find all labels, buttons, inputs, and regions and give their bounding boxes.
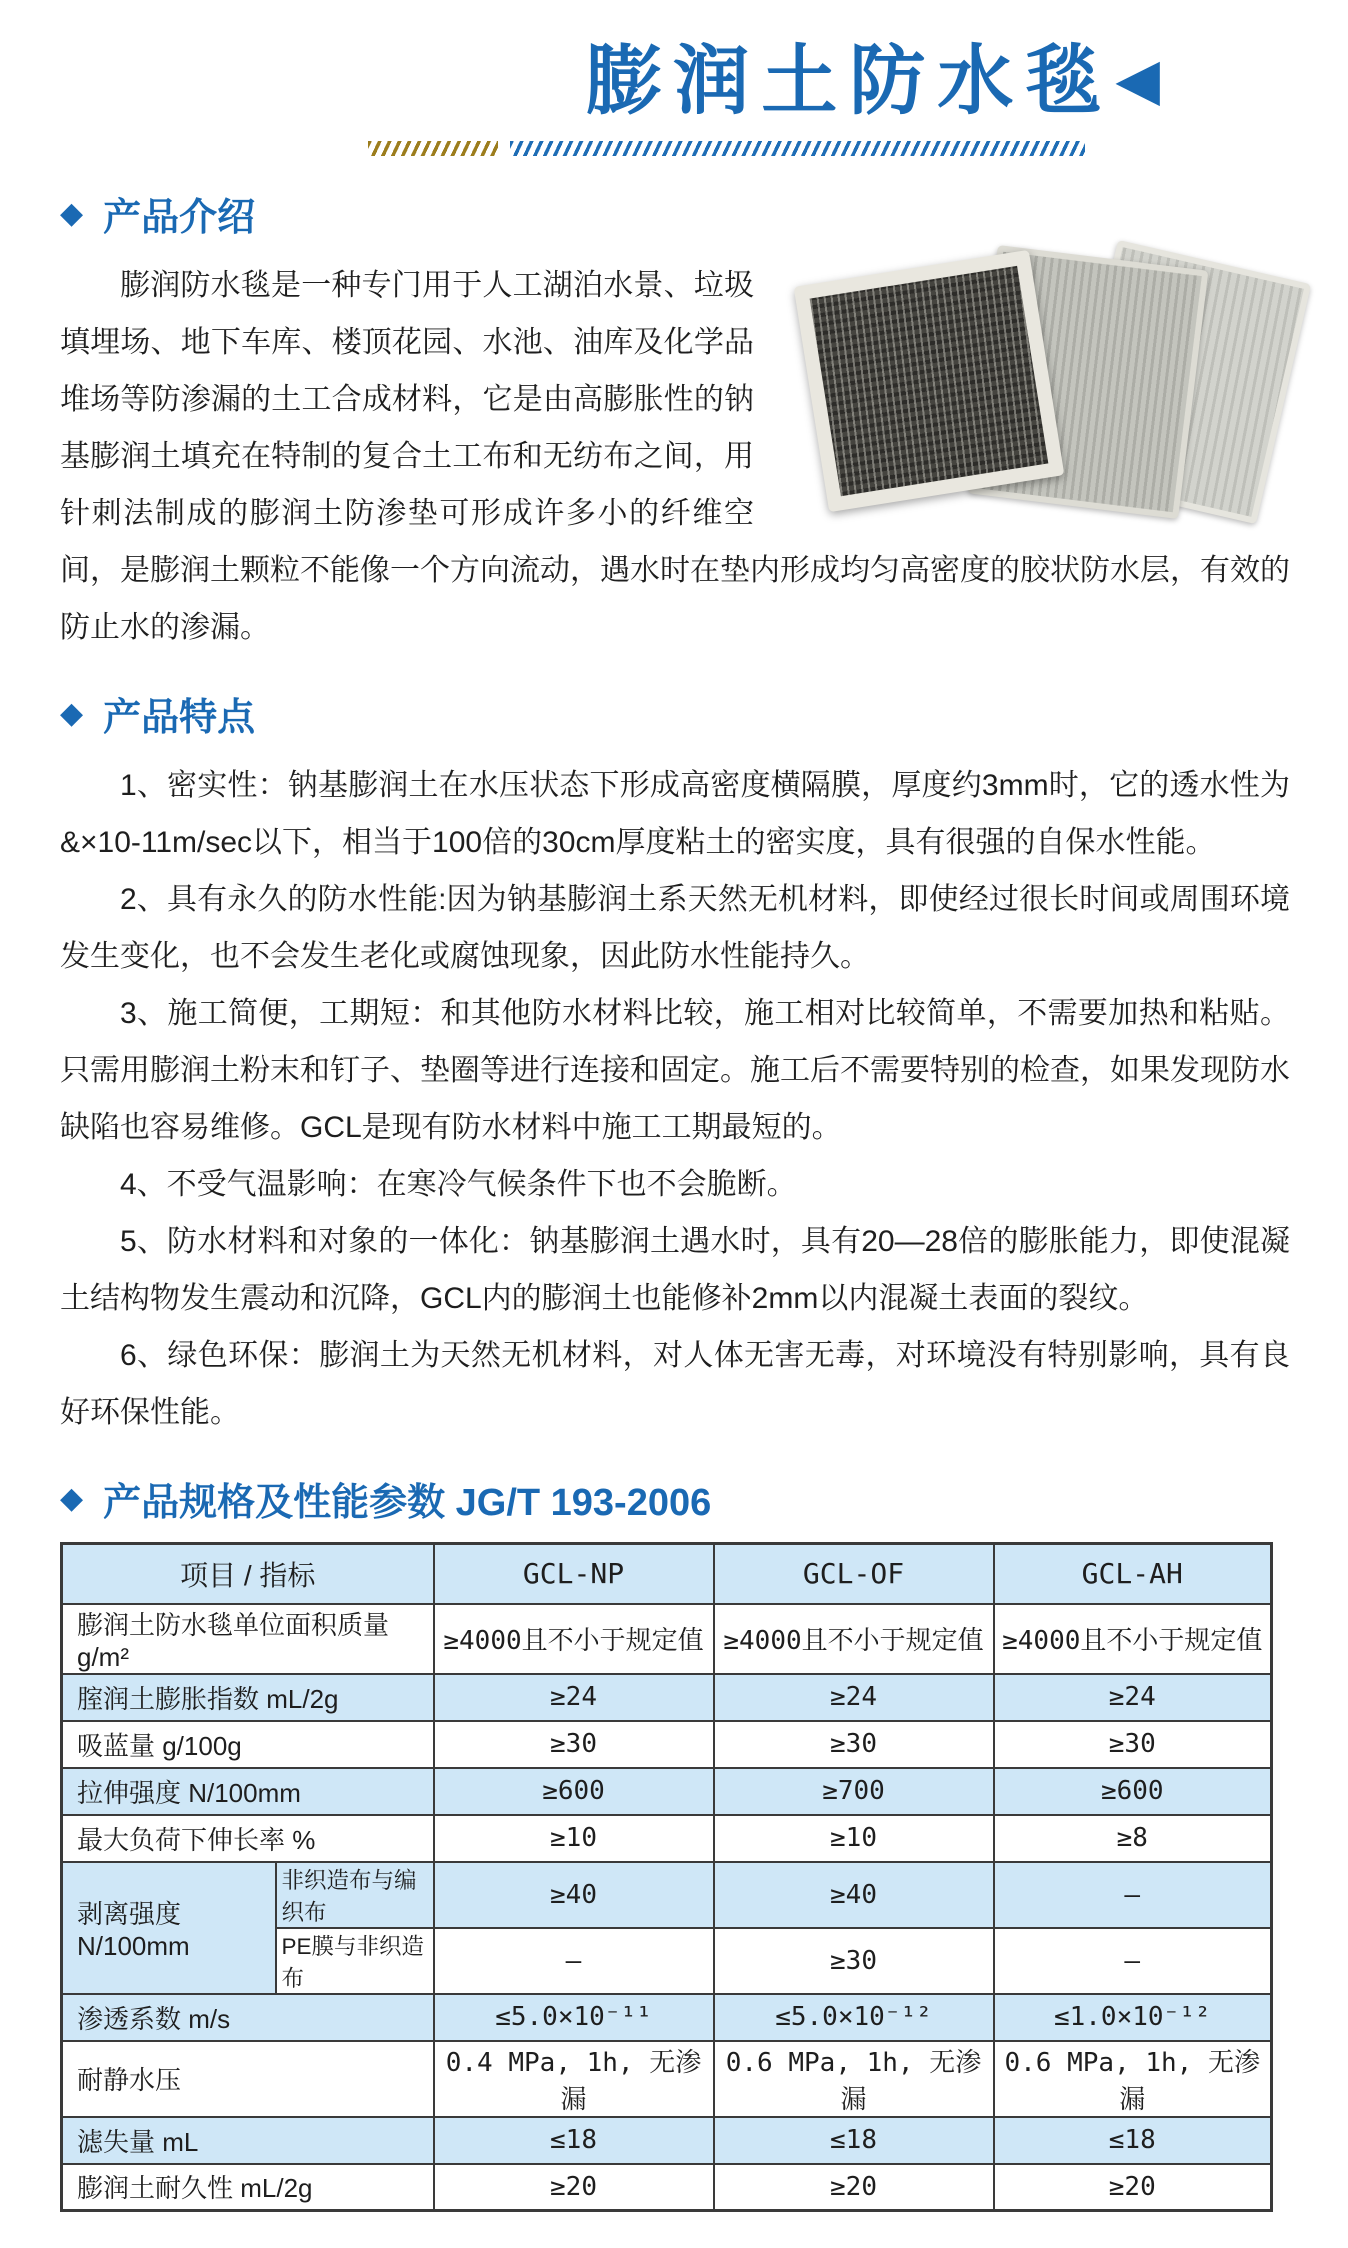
table-row [62,2164,1272,2211]
column-header-gcl-of: GCL-OF [714,1544,994,1604]
spec-cell: ≥20 [434,2164,714,2211]
spec-cell: ≥20 [994,2164,1272,2211]
spec-cell: ≥30 [994,1721,1272,1768]
blue-stripe [510,141,1085,156]
column-header-gcl-np: GCL-NP [434,1544,714,1604]
spec-cell: – [434,1928,714,1994]
diamond-bullet-icon: ◆ [60,696,84,730]
spec-cell: – [994,1928,1272,1994]
spec-cell: ≥8 [994,1815,1272,1862]
section-heading-intro [60,186,1290,241]
page-title: 膨润土防水毯 [585,40,1114,124]
column-header-gcl-ah: GCL-AH [994,1544,1272,1604]
spec-cell: ≥10 [714,1815,994,1862]
table-row [62,1994,1272,2041]
row-label: 耐静水压 [62,2041,434,2117]
table-row [62,1862,1272,1928]
table-row [62,1721,1272,1768]
spec-cell: 0.6 MPa, 1h, 无渗漏 [994,2041,1272,2117]
spec-cell: ≥24 [434,1674,714,1721]
spec-cell: 0.6 MPa, 1h, 无渗漏 [714,2041,994,2117]
table-header-row [62,1544,1272,1604]
decorative-stripes [368,141,1290,156]
spec-cell: ≥4000且不小于规定值 [434,1604,714,1674]
row-label: 渗透系数 m/s [62,1994,434,2041]
spec-cell: ≤18 [714,2117,994,2164]
row-sublabel: 非织造布与编织布 [276,1862,434,1928]
left-arrow-icon: ◀ [1115,47,1160,112]
spec-cell: ≥40 [714,1862,994,1928]
spec-cell: ≥30 [434,1721,714,1768]
column-header-item: 项目 / 指标 [62,1544,434,1604]
table-row [62,2117,1272,2164]
intro-heading-label: 产品介绍 [103,197,256,239]
spec-cell: ≥4000且不小于规定值 [994,1604,1272,1674]
spec-cell: ≥600 [434,1768,714,1815]
row-label: 滤失量 mL [62,2117,434,2164]
spec-table [60,1542,1273,2212]
row-label: 膨润土耐久性 mL/2g [62,2164,434,2211]
feature-item: 2、具有永久的防水性能:因为钠基膨润土系天然无机材料，即使经过很长时间或周围环境发生变化，也不会发生老化或腐蚀现象，因此防水性能持久。 [60,883,1290,973]
table-row [62,2041,1272,2117]
spec-cell: 0.4 MPa, 1h, 无渗漏 [434,2041,714,2117]
gcl-mat-image-front [794,250,1065,512]
section-heading-specs [60,1471,1290,1526]
table-row [62,1768,1272,1815]
features-heading-label: 产品特点 [103,697,256,739]
row-label-peel-strength: 剥离强度 N/100mm [62,1862,276,1994]
spec-cell: ≥24 [714,1674,994,1721]
spec-cell: ≥20 [714,2164,994,2211]
spec-cell: ≥10 [434,1815,714,1862]
spec-cell: ≥40 [434,1862,714,1928]
diamond-bullet-icon: ◆ [60,196,84,230]
gold-stripe [368,141,498,156]
feature-item: 6、绿色环保：膨润土为天然无机材料，对人体无害无毒，对环境没有特别影响，具有良好环保性能。 [60,1339,1290,1429]
spec-cell: ≥24 [994,1674,1272,1721]
row-label: 最大负荷下伸长率 % [62,1815,434,1862]
feature-item: 3、施工简便，工期短：和其他防水材料比较，施工相对比较简单，不需要加热和粘贴。只需用膨润土粉末和钉子、垫圈等进行连接和固定。施工后不需要特别的检查，如果发现防水缺陷也容易维修。GCL是现有防水材料中施工工期最短的。 [60,997,1290,1144]
section-heading-features [60,686,1290,741]
intro-body [60,257,1290,656]
spec-cell: ≤1.0×10⁻¹² [994,1994,1272,2041]
spec-cell: ≥600 [994,1768,1272,1815]
row-label: 腟润土膨胀指数 mL/2g [62,1674,434,1721]
title-row [60,20,1290,129]
specs-heading-label: 产品规格及性能参数 JG/T 193-2006 [103,1482,712,1524]
spec-cell: ≤18 [994,2117,1272,2164]
table-row [62,1815,1272,1862]
table-row [62,1604,1272,1674]
spec-cell: ≤18 [434,2117,714,2164]
spec-cell: ≥4000且不小于规定值 [714,1604,994,1674]
spec-cell: – [994,1862,1272,1928]
features-list [60,757,1290,1441]
spec-cell: ≥30 [714,1928,994,1994]
row-label: 拉伸强度 N/100mm [62,1768,434,1815]
spec-cell: ≤5.0×10⁻¹¹ [434,1994,714,2041]
feature-item: 4、不受气温影响：在寒冷气候条件下也不会脆断。 [120,1168,797,1201]
feature-item: 5、防水材料和对象的一体化：钠基膨润土遇水时，具有20—28倍的膨胀能力，即使混凝土结构物发生震动和沉降，GCL内的膨润土也能修补2mm以内混凝土表面的裂纹。 [60,1225,1290,1315]
spec-cell: ≥700 [714,1768,994,1815]
diamond-bullet-icon: ◆ [60,1481,84,1515]
row-sublabel: PE膜与非织造布 [276,1928,434,1994]
product-photo [780,259,1290,504]
row-label: 膨润土防水毯单位面积质量 g/m² [62,1604,434,1674]
feature-item: 1、密实性：钠基膨润土在水压状态下形成高密度横隔膜，厚度约3mm时，它的透水性为&×10-11m/sec以下，相当于100倍的30cm厚度粘土的密实度，具有很强的自保水性能。 [60,769,1290,859]
row-label: 吸蓝量 g/100g [62,1721,434,1768]
table-row [62,1674,1272,1721]
spec-cell: ≤5.0×10⁻¹² [714,1994,994,2041]
intro-paragraph: 膨润防水毯是一种专门用于人工湖泊水景、垃圾填埋场、地下车库、楼顶花园、水池、油库及化学品堆场等防渗漏的土工合成材料，它是由高膨胀性的钠基膨润土填充在特制的复合土工布和无纺布之间，用针刺法制成的膨润土防渗垫可形成许多小的纤维空间，是膨润土颗粒不能像一个方向流动，遇水时在垫内形成均匀高密度的胶状防水层，有效的防止水的渗漏。 [60,269,1290,644]
spec-cell: ≥30 [714,1721,994,1768]
